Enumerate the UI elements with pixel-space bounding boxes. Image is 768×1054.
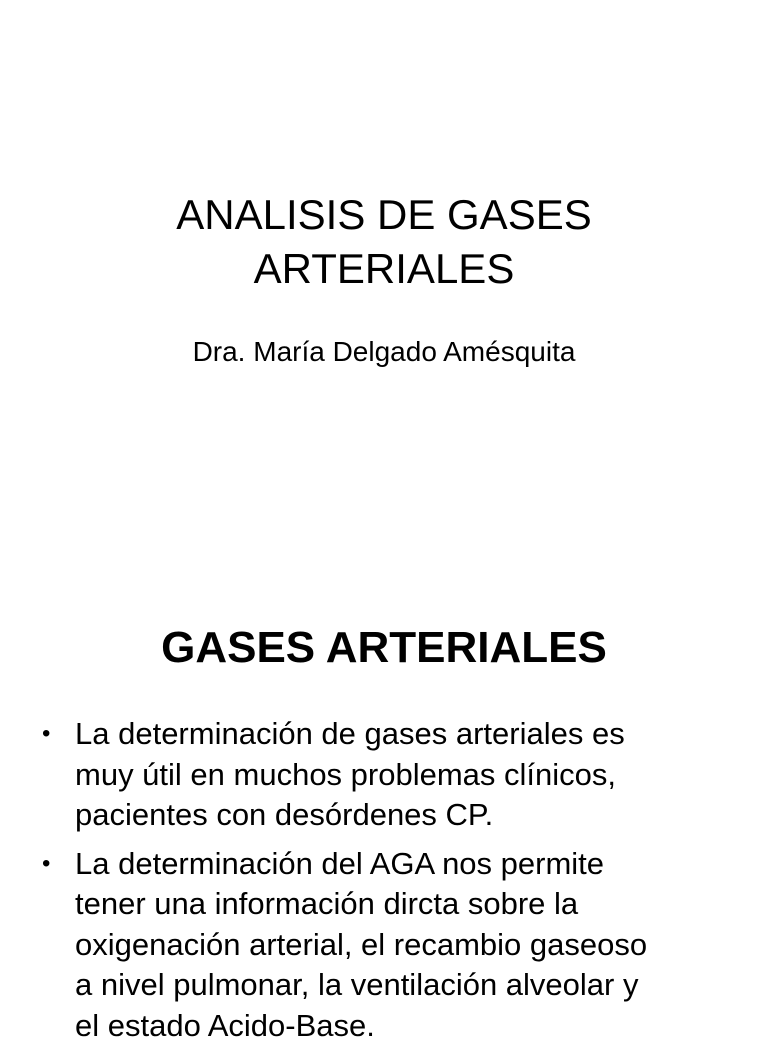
bullet-text-line: tener una información dircta sobre la <box>75 886 579 921</box>
title-line: ARTERIALES <box>253 245 515 292</box>
bullet-item <box>40 714 730 836</box>
bullet-text-line: pacientes con desórdenes CP. <box>75 797 494 832</box>
bullet-text-line: oxigenación arterial, el recambio gaseoso <box>75 926 648 962</box>
bullet-text-line: La determinación de gases arteriales es <box>75 716 625 751</box>
bullet-marker: • <box>42 849 51 877</box>
content-slide <box>0 576 768 1043</box>
slide-subtitle: Dra. María Delgado Amésquita <box>192 336 576 367</box>
title-line: ANALISIS DE GASES <box>176 191 592 238</box>
slide-title: GASES ARTERIALES <box>161 623 607 672</box>
bullet-list <box>40 714 730 1054</box>
bullet-text-line: el estado Acido-Base. <box>75 1007 375 1043</box>
bullet-item <box>40 844 730 1047</box>
bullet-marker: • <box>42 720 51 747</box>
slide-title <box>0 188 768 296</box>
bullet-text-line: a nivel pulmonar, la ventilación alveolar y <box>75 967 639 1002</box>
bullet-text-line: La determinación del AGA nos permite <box>75 845 605 881</box>
bullet-text-line: muy útil en muchos problemas clínicos, <box>75 756 617 792</box>
